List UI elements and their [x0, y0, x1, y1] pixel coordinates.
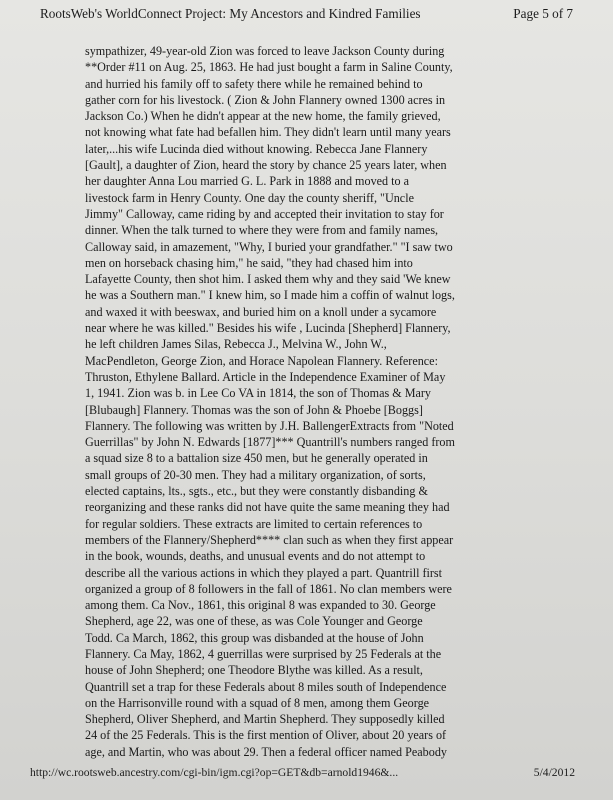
- body-line: organized a group of 8 followers in the fall of 1861. No clan members were: [85, 581, 452, 596]
- body-line: later,...his wife Lucinda died without knowing. Rebecca Jane Flannery: [85, 141, 428, 156]
- body-line: sympathizer, 49-year-old Zion was forced to leave Jackson County during: [85, 44, 445, 58]
- body-line: Jackson Co.) When he didn't appear at the new home, the family grieved,: [85, 109, 441, 124]
- body-line: members of the Flannery/Shepherd**** clan such as when they first appear: [85, 532, 454, 547]
- body-line: reorganizing and these ranks did not have quite the same meaning they had: [85, 500, 450, 515]
- body-line: men on horseback chasing him," he said, "they had chased him into: [85, 255, 413, 270]
- body-line: [Blubaugh] Flannery. Thomas was the son of John & Phoebe [Boggs]: [85, 402, 423, 417]
- body-line: [Gault], a daughter of Zion, heard the story by chance 25 years later, when: [85, 158, 447, 173]
- body-line: small groups of 20-30 men. They had a military organization, of sorts,: [85, 467, 426, 482]
- body-line: Shepherd, age 22, was one of these, as was Cole Younger and George: [85, 614, 423, 629]
- body-line: Thruston, Ethylene Ballard. Article in the Independence Examiner of May: [85, 369, 446, 384]
- body-line: her daughter Anna Lou married G. L. Park in 1888 and moved to a: [85, 174, 410, 189]
- body-line: he left children James Silas, Rebecca J., Melvina W., John W.,: [85, 337, 387, 352]
- body-line: Flannery. Ca May, 1862, 4 guerrillas were surprised by 25 Federals at the: [85, 646, 442, 661]
- body-line: describe all the various actions in which they played a part. Quantrill first: [85, 565, 443, 580]
- article-body: [85, 43, 543, 760]
- body-line: MacPendleton, George Zion, and Horace Napolean Flannery. Reference:: [85, 353, 438, 368]
- body-line: elected captains, lts., sgts., etc., but they were constantly disbanding &: [85, 484, 428, 499]
- footer-url: http://wc.rootsweb.ancestry.com/cgi-bin/igm.cgi?op=GET&db=arnold1946&...: [30, 766, 399, 779]
- body-line: 24 of the 25 Federals. This is the first mention of Oliver, about 20 years of: [85, 728, 447, 743]
- body-line: on the Harrisonville round with a squad of 8 men, among them George: [85, 695, 430, 710]
- body-line: Calloway said, in amazement, "Why, I buried your grandfather." "I saw two: [85, 239, 453, 254]
- body-line: not knowing what fate had befallen him. They didn't learn until many years: [85, 125, 451, 140]
- body-line: age, and Martin, who was about 29. Then a federal officer named Peabody: [85, 744, 447, 759]
- body-line: near where he was killed." Besides his wife , Lucinda [Shepherd] Flannery,: [85, 321, 451, 336]
- body-line: Flannery. The following was written by J.H. BallengerExtracts from "Noted: [85, 418, 454, 433]
- body-line: Shepherd, Oliver Shepherd, and Martin Shepherd. They supposedly killed: [85, 712, 445, 727]
- body-line: dinner. When the talk turned to where they were from and family names,: [85, 223, 439, 238]
- page-number: Page 5 of 7: [513, 6, 573, 21]
- body-line: Guerrillas" by John N. Edwards [1877]*** Quantrill's numbers ranged from: [85, 435, 455, 450]
- body-line: Jimmy" Calloway, came riding by and accepted their invitation to stay for: [85, 206, 444, 221]
- body-line: gather corn for his livestock. ( Zion & John Flannery owned 1300 acres in: [85, 92, 446, 107]
- body-line: 1, 1941. Zion was b. in Lee Co VA in 1814, the son of Thomas & Mary: [85, 386, 431, 401]
- body-line: house of John Shepherd; one Theodore Blythe was killed. As a result,: [85, 663, 423, 678]
- body-line: in the book, wounds, deaths, and unusual events and do not attempt to: [85, 549, 426, 564]
- body-line: he was a Southern man." I knew him, so I made him a coffin of walnut logs,: [85, 288, 455, 303]
- body-line: Todd. Ca March, 1862, this group was disbanded at the house of John: [85, 630, 424, 645]
- body-line: livestock farm in Henry County. One day the county sheriff, "Uncle: [85, 190, 414, 205]
- body-line: **Order #11 on Aug. 25, 1863. He had just bought a farm in Saline County,: [85, 60, 453, 75]
- body-line: among them. Ca Nov., 1861, this original 8 was expanded to 30. George: [85, 598, 436, 613]
- body-line: Quantrill set a trap for these Federals about 8 miles south of Independence: [85, 679, 447, 694]
- body-line: Lafayette County, then shot him. I asked them why and they said 'We knew: [85, 272, 451, 287]
- body-line: a squad size 8 to a battalion size 450 men, but he generally operated in: [85, 451, 428, 466]
- header-title: RootsWeb's WorldConnect Project: My Ancestors and Kindred Families: [40, 6, 421, 21]
- page-footer: [30, 766, 575, 779]
- body-line: and hurried his family off to safety there while he remained behind to: [85, 76, 423, 91]
- page-header: [40, 6, 573, 22]
- body-line: for regular soldiers. These extracts are limited to certain references to: [85, 516, 423, 531]
- footer-date: 5/4/2012: [533, 766, 575, 779]
- body-line: and waxed it with beeswax, and buried him on a knoll under a sycamore: [85, 304, 437, 319]
